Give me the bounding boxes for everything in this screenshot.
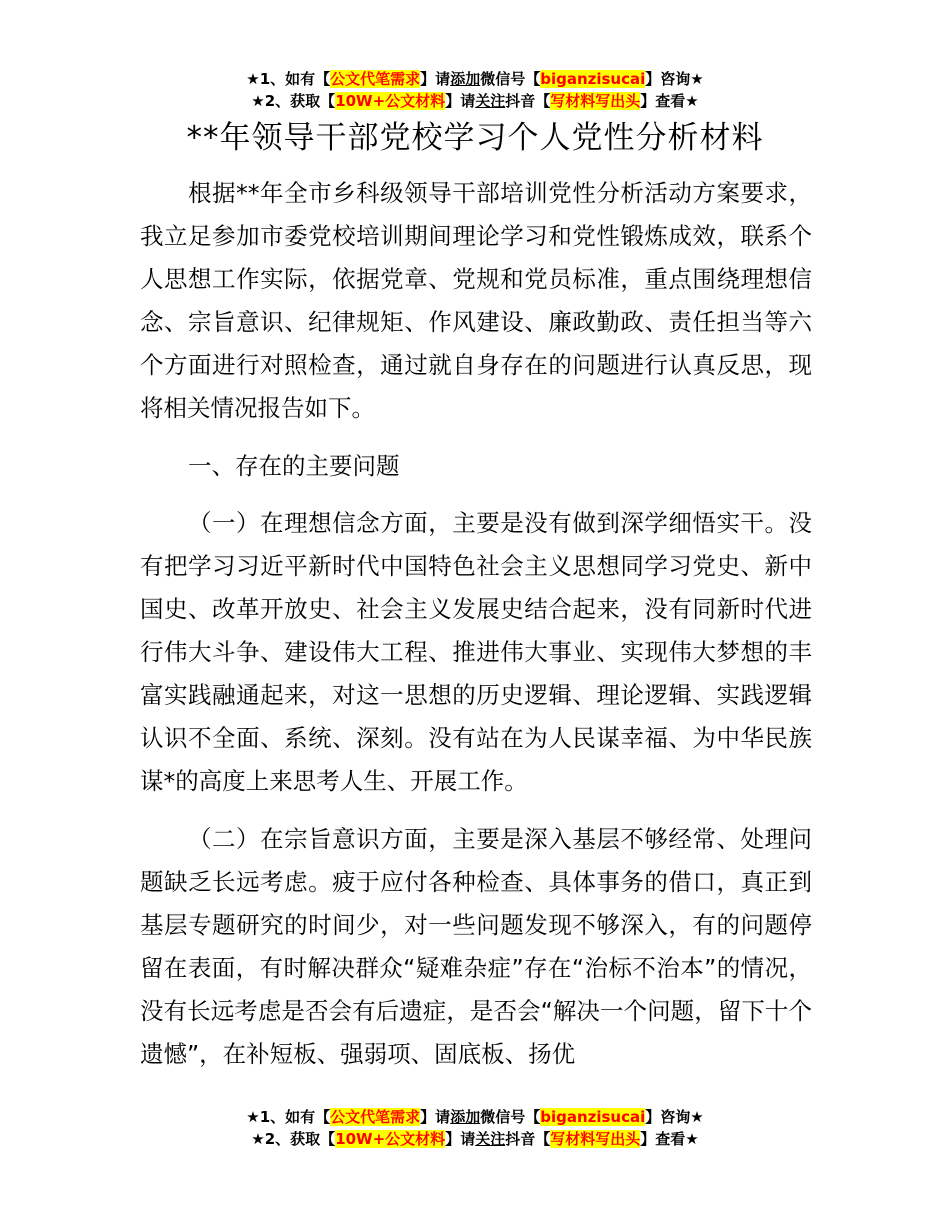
highlight-douyin-id: 写材料写出头 — [550, 1130, 641, 1148]
banner-text: 】咨询★ — [645, 1108, 704, 1126]
banner-text: 】请 — [420, 1108, 451, 1126]
highlight-materials: 10W+公文材料 — [335, 1130, 446, 1148]
banner-text: ★2、获取【 — [251, 92, 336, 110]
banner-text: 】请 — [420, 70, 451, 88]
banner-text: 抖音【 — [505, 1130, 551, 1148]
header-banner — [0, 68, 950, 112]
banner-text: ★1、如有【 — [246, 1108, 331, 1126]
highlight-wechat-id: biganzisucai — [540, 70, 646, 88]
intro-paragraph: 根据**年全市乡科级领导干部培训党性分析活动方案要求，我立足参加市委党校培训期间理论学习和党性锻炼成效，联系个人思想工作实际，依据党章、党规和党员标准，重点围绕理想信念、宗旨意识、纪律规矩、作风建设、廉政勤政、责任担当等六个方面进行对照检查，通过就自身存在的问题进行认真反思，现将相关情况报告如下。 — [140, 179, 812, 422]
banner-text: 】查看★ — [640, 1130, 699, 1148]
banner-underlined-text: 关注 — [475, 1130, 506, 1148]
highlight-materials: 10W+公文材料 — [335, 92, 446, 110]
document-body — [140, 172, 812, 1091]
banner-line-2 — [0, 90, 950, 112]
document-title: **年领导干部党校学习个人党性分析材料 — [186, 120, 764, 156]
highlight-douyin-id: 写材料写出头 — [550, 92, 641, 110]
banner-line-1 — [0, 1106, 950, 1128]
footer-banner — [0, 1106, 950, 1150]
body-paragraph: （二）在宗旨意识方面，主要是深入基层不够经常、处理问题缺乏长远考虑。疲于应付各种检查、具体事务的借口，真正到基层专题研究的时间少，对一些问题发现不够深入，有的问题停留在表面，有时解决群众“疑难杂症”存在“治标不治本”的情况，没有长远考虑是否会有后遗症，是否会“解决一个问题，留下十个遗憾”，在补短板、强弱项、固底板、扬优 — [140, 825, 812, 1068]
banner-underlined-text: 添加 — [450, 1108, 481, 1126]
banner-text: 抖音【 — [505, 92, 551, 110]
section-heading: 一、存在的主要问题 — [188, 452, 400, 480]
body-paragraph: （一）在理想信念方面，主要是没有做到深学细悟实干。没有把学习习近平新时代中国特色社会主义思想同学习党史、新中国史、改革开放史、社会主义发展史结合起来，没有同新时代进行伟大斗争、建设伟大工程、推进伟大事业、实现伟大梦想的丰富实践融通起来，对这一思想的历史逻辑、理论逻辑、实践逻辑认识不全面、系统、深刻。没有站在为人民谋幸福、为中华民族谋*的高度上来思考人生、开展工作。 — [140, 509, 812, 795]
banner-text: ★2、获取【 — [251, 1130, 336, 1148]
banner-text: 微信号【 — [480, 1108, 541, 1126]
banner-text: 】请 — [445, 1130, 476, 1148]
banner-text: 】咨询★ — [645, 70, 704, 88]
banner-text: 】查看★ — [640, 92, 699, 110]
banner-underlined-text: 关注 — [475, 92, 506, 110]
banner-line-2 — [0, 1128, 950, 1150]
highlight-service: 公文代笔需求 — [330, 1108, 421, 1126]
banner-text: 微信号【 — [480, 70, 541, 88]
highlight-wechat-id: biganzisucai — [540, 1108, 646, 1126]
banner-line-1 — [0, 68, 950, 90]
banner-text: 】请 — [445, 92, 476, 110]
highlight-service: 公文代笔需求 — [330, 70, 421, 88]
banner-text: ★1、如有【 — [246, 70, 331, 88]
banner-underlined-text: 添加 — [450, 70, 481, 88]
